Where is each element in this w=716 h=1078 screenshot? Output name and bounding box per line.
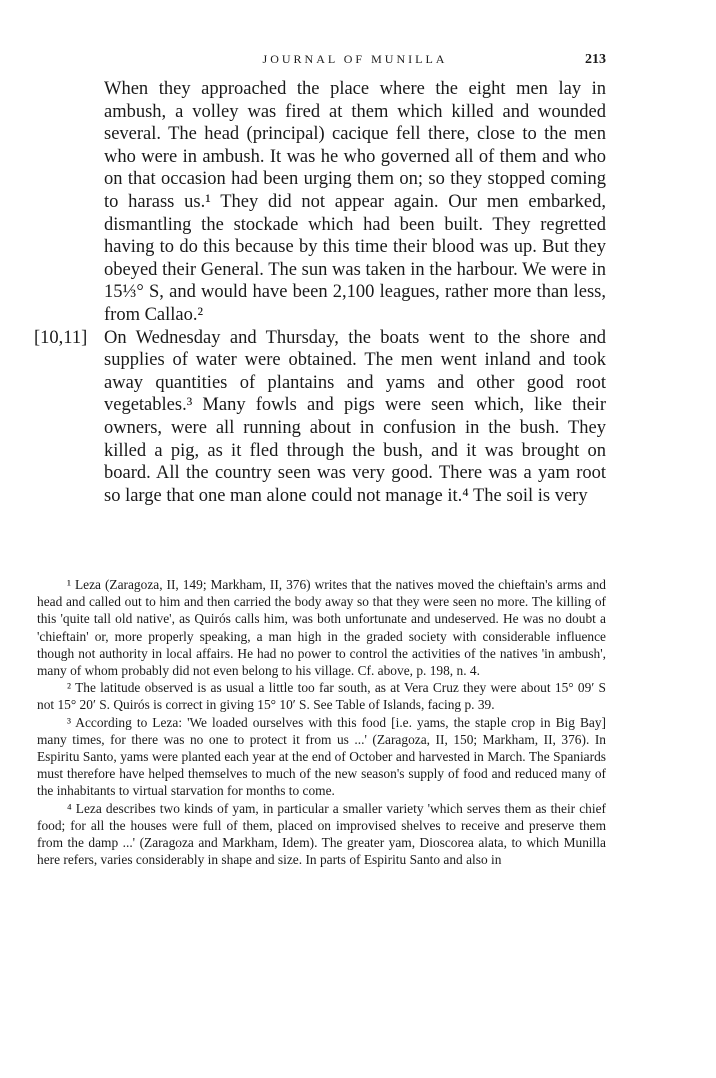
date-marker: [10,11]: [34, 327, 88, 348]
paragraph-2: On Wednesday and Thursday, the boats went to the shore and supplies of water were obtained. The men went inland and took away quantities of plantains and yams and other good root vegetables.³ Many fowls and pigs were seen which, like their owners, were all running about in confusion in the bush. They killed a pig, as it fled through the bush, and it was brought on board. All the country seen was very good. There was a yam root so large that one man alone could not manage it.⁴ The soil is very: [104, 327, 606, 506]
page-number: 213: [585, 52, 606, 67]
paragraph-2-wrap: [34, 327, 606, 508]
footnote-3: ³ According to Leza: 'We loaded ourselves with this food [i.e. yams, the staple crop in Big Bay] many times, for there was no one to protect it from us ...' (Zaragoza, II, 150; Markham, II, 376). In Espiritu Santo, yams were planted each year at the end of October and harvested in March. The Spaniards must therefore have helped themselves to much of the new season's supply of food and reduced many of the inhabitants to virtual starvation for months to come.: [37, 714, 606, 799]
footnote-2: ² The latitude observed is as usual a little too far south, as at Vera Cruz they were about 15° 09′ S not 15° 20′ S. Quirós is correct in giving 15° 10′ S. See Table of Islands, facing p. 39.: [37, 680, 606, 713]
running-title: JOURNAL OF MUNILLA: [262, 52, 448, 66]
main-text: [34, 78, 606, 507]
paragraph-1: When they approached the place where the eight men lay in ambush, a volley was fired at them which killed and wounded several. The head (principal) cacique fell there, close to the men who were in ambush. It was he who governed all of them and who on that occasion had been urging them on; so they stopped coming to harass us.¹ They did not appear again. Our men embarked, dismantling the stockade which had been built. They regretted having to do this because by this time their blood was up. But they obeyed their General. The sun was taken in the harbour. We were in 15⅓° S, and would have been 2,100 leagues, rather more than less, from Callao.²: [104, 79, 606, 325]
footnotes: [37, 576, 606, 868]
running-head: [104, 52, 606, 74]
footnote-4: ⁴ Leza describes two kinds of yam, in particular a smaller variety 'which serves them as their chief food; for all the houses were full of them, placed on improvised shelves to receive and preserve them from the damp ...' (Zaragoza and Markham, Idem). The greater yam, Dioscorea alata, to which Munilla here refers, varies considerably in shape and size. In parts of Espiritu Santo and also in: [37, 800, 606, 868]
footnote-1: ¹ Leza (Zaragoza, II, 149; Markham, II, 376) writes that the natives moved the chieftain's arms and head and called out to him and then carried the body away so that they were seen no more. The killing of this 'quite tall old native', as Quirós calls him, was both unfortunate and undeserved. He was no doubt a 'chieftain' or, more properly speaking, a man high in the graded society with considerable influence though not authority in local affairs. He had no power to control the activities of the natives 'in ambush', many of whom probably did not even belong to his village. Cf. above, p. 198, n. 4.: [37, 577, 606, 679]
